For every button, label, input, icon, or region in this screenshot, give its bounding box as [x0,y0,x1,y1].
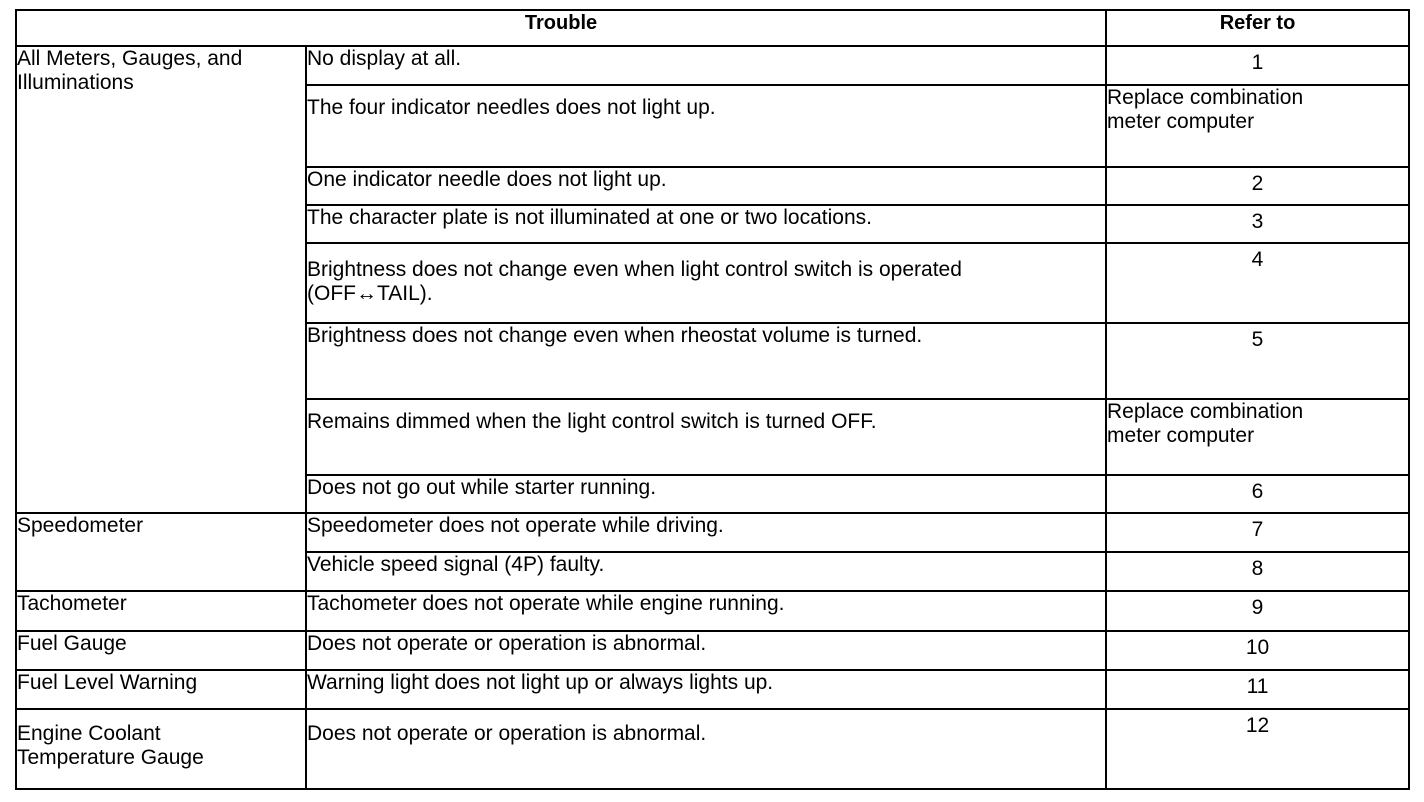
refer-cell [1106,243,1409,323]
refer-cell [1106,46,1409,85]
refer-cell [1106,631,1409,670]
table-row [16,709,1409,789]
refer-cell [1106,591,1409,631]
category-tachometer: Tachometer [16,591,306,631]
refer-value: Replace combination meter computer [1107,400,1304,447]
header-row [16,10,1409,46]
trouble-table [15,9,1410,790]
refer-cell [1106,475,1409,513]
table-row [16,670,1409,709]
trouble-cell: Does not operate or operation is abnormal. [306,709,1106,789]
trouble-cell [306,243,1106,323]
category-label: All Meters, Gauges, and Illuminations [17,47,243,94]
table-row [16,631,1409,670]
refer-cell [1106,399,1409,475]
refer-cell [1106,205,1409,243]
refer-cell [1106,167,1409,205]
table-row [16,46,1409,85]
category-fuel-level-warning: Fuel Level Warning [16,670,306,709]
refer-cell [1106,709,1409,789]
trouble-cell: Does not operate or operation is abnormal. [306,631,1106,670]
refer-value: 5 [1251,328,1264,351]
trouble-cell: Warning light does not light up or always lights up. [306,670,1106,709]
refer-value: 6 [1251,480,1264,503]
refer-cell [1106,323,1409,399]
refer-value: 1 [1251,51,1264,74]
refer-value: 2 [1251,172,1264,195]
trouble-cell: One indicator needle does not light up. [306,167,1106,205]
refer-cell [1106,85,1409,167]
trouble-cell: Brightness does not change even when rheostat volume is turned. [306,323,1106,399]
category-speedometer: Speedometer [16,513,306,591]
trouble-text: Brightness does not change even when light control switch is operated (OFF↔TAIL). [307,258,962,305]
refer-cell [1106,552,1409,591]
refer-value: 7 [1251,518,1264,541]
category-fuel-gauge: Fuel Gauge [16,631,306,670]
refer-value: 8 [1251,557,1264,580]
refer-cell [1106,513,1409,552]
trouble-cell: Tachometer does not operate while engine running. [306,591,1106,631]
trouble-cell: No display at all. [306,46,1106,85]
category-engine-coolant [16,709,306,789]
refer-value: 11 [1246,675,1269,698]
refer-value: 4 [1251,248,1264,271]
trouble-cell: Vehicle speed signal (4P) faulty. [306,552,1106,591]
table-row [16,591,1409,631]
category-label: Engine Coolant Temperature Gauge [17,722,204,769]
refer-value: 3 [1251,210,1264,233]
trouble-header: Trouble [16,10,1106,46]
refer-value: 12 [1245,714,1270,737]
refer-value: 10 [1245,636,1270,659]
trouble-cell: Remains dimmed when the light control switch is turned OFF. [306,399,1106,475]
refer-value: Replace combination meter computer [1107,86,1304,133]
refer-value: 9 [1251,596,1264,619]
category-all-meters [16,46,306,513]
trouble-cell: Speedometer does not operate while driving. [306,513,1106,552]
refer-cell [1106,670,1409,709]
trouble-cell: The four indicator needles does not light up. [306,85,1106,167]
table-row [16,513,1409,552]
trouble-cell: Does not go out while starter running. [306,475,1106,513]
refer-to-header: Refer to [1106,10,1409,46]
trouble-cell: The character plate is not illuminated at one or two locations. [306,205,1106,243]
